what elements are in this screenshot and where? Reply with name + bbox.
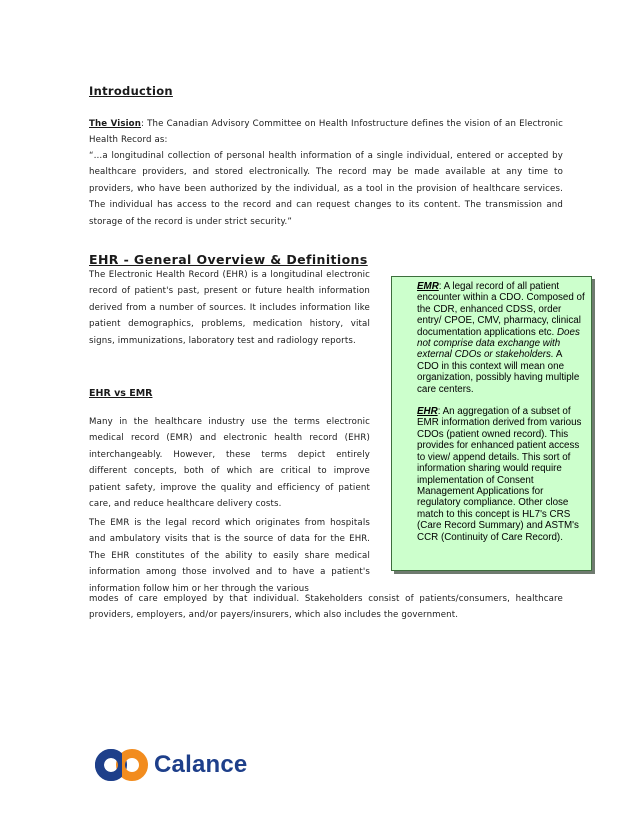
overview-heading: EHR - General Overview & Definitions — [89, 252, 368, 267]
calance-logo-text: Calance — [154, 751, 248, 778]
vision-text: : The Canadian Advisory Committee on Health Infostructure defines the vision of an Electronic Health Record as: — [89, 119, 563, 146]
overview-paragraph: The Electronic Health Record (EHR) is a longitudinal electronic record of patient's past, present or future health information derived from a number of sources. It includes information like patient demographics, problems, medication history, vital signs, immunizations, laboratory test and radiology reports. — [89, 270, 370, 346]
ehr-definition: EHR: An aggregation of a subset of EMR information derived from various CDOs (patient owned record). This provides for enhanced patient access to view/ append details. This sort of information sharing would require implementation of Consent Management Applications for regulatory compliance. Other close match to this concept is HL7's CRS (Care Record Summary) and ASTM's CCR (Continuity of Care Record). — [417, 406, 582, 543]
intro-heading: Introduction — [89, 84, 173, 98]
vision-label: The Vision — [89, 119, 142, 129]
emr-definition: EMR: A legal record of all patient encounter within a CDO. Composed of the CDR, enhanced CDSS, order entry/ CPOE, CMV, pharmacy, clinical documentation applications etc. Does not comprise data exchange with external CDOs or stakeholders. A CDO in this context will mean one organization, possibly having multiple care centers. — [417, 281, 585, 395]
vision-paragraph — [89, 116, 563, 149]
ehr-vs-emr-paragraph-2-narrow: The EMR is the legal record which originates from hospitals and ambulatory visits that is the source of data for the EHR. The EHR constitutes of the ability to easily share medical information among those involved and to have a patient's information follow him or her through the various — [89, 518, 370, 594]
vision-quote: “…a longitudinal collection of personal health information of a single individual, entered or accepted by healthcare providers, and stored electronically. The record may be made available at any time to providers, who have been authorized by the individual, as a tool in the provision of healthcare services. The individual has access to the record and can request changes to its content. The transmission and storage of the record is under strict security.” — [89, 151, 563, 227]
ehr-vs-emr-heading: EHR vs EMR — [89, 388, 153, 399]
emr-term: EMR — [417, 281, 439, 292]
definitions-callout — [391, 276, 592, 571]
ehr-term: EHR — [417, 406, 438, 418]
ehr-vs-emr-paragraph-1: Many in the healthcare industry use the terms electronic medical record (EMR) and electronic health record (EHR) interchangeably. However, these terms depict entirely different concepts, both of which are critical to improve patient safety, improve the quality and efficiency of patient care, and reduce healthcare delivery costs. — [89, 417, 370, 510]
ehr-vs-emr-paragraph-2-wide: modes of care employed by that individual. Stakeholders consist of patients/consumers, healthcare providers, employers, and/or payers/insurers, which also includes the government. — [89, 594, 563, 621]
calance-logo-mark-icon — [94, 748, 150, 782]
calance-logo — [94, 745, 247, 785]
